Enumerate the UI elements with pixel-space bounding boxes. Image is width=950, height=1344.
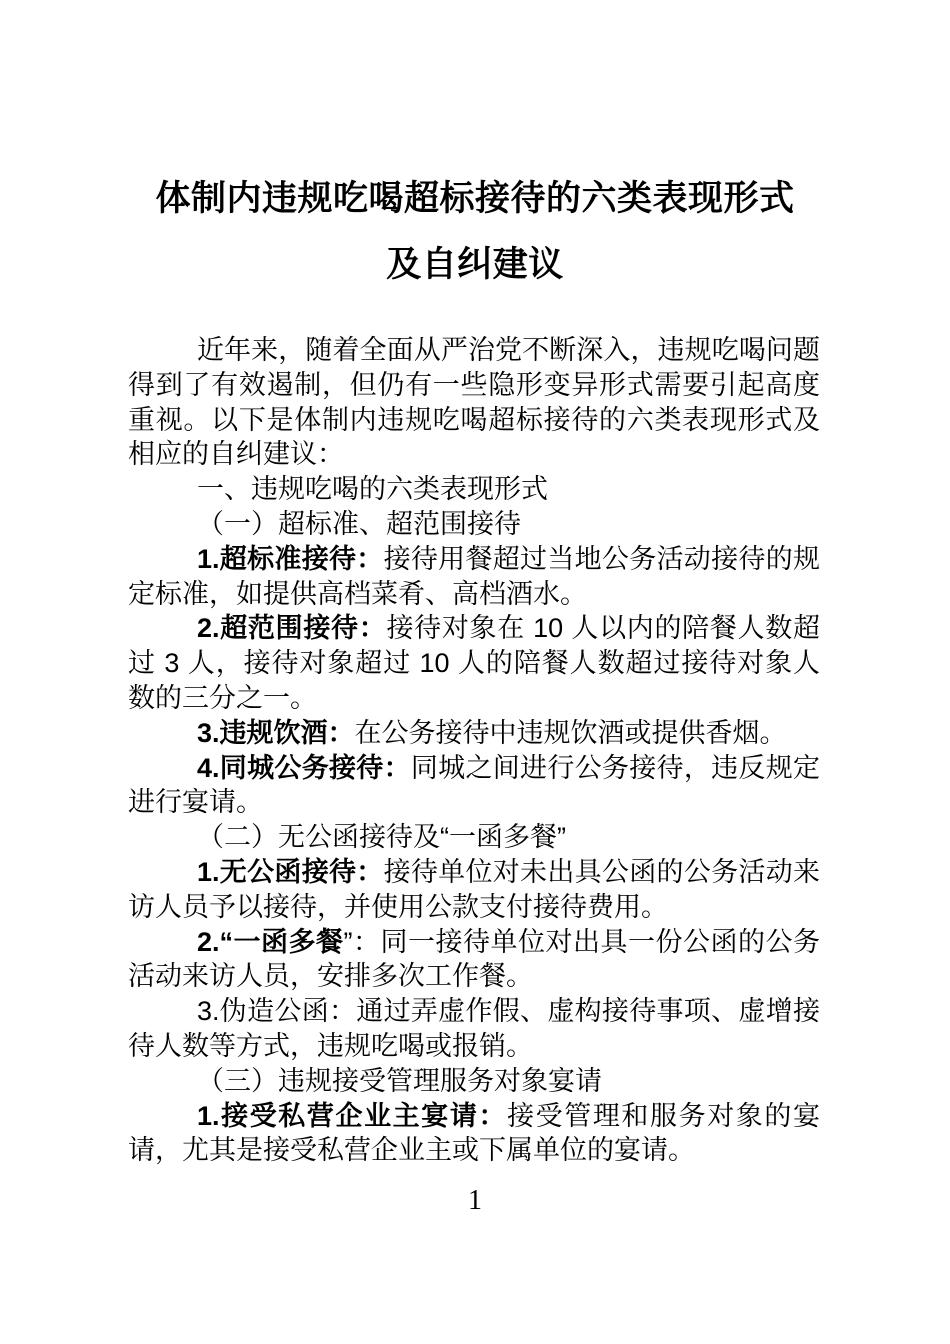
- page-number: 1: [468, 1185, 482, 1216]
- paragraph-item-2: [128, 611, 820, 715]
- title-line-1: 体制内违规吃喝超标接待的六类表现形式: [155, 179, 795, 218]
- paragraph-text: 3.伪造公函：通过弄虚作假、虚构接待事项、虚增接待人数等方式，违规吃喝或报销。: [128, 996, 820, 1061]
- paragraph-item-8: [128, 1099, 820, 1169]
- paragraph-text: 接待单位对未出具公函的公务活动来访人员予以接待，并使用公款支付接待费用。: [128, 856, 820, 922]
- paragraph-lead: 2.“一函多餐: [197, 926, 344, 957]
- paragraph-text: 接待对象在 10 人以内的陪餐人数超过 3 人，接待对象超过 10 人的陪餐人数超过接待对象人数的三分之一。: [128, 613, 820, 713]
- paragraph-subsection-1-heading: [128, 507, 820, 542]
- paragraph-lead: 1.无公函接待：: [197, 856, 384, 887]
- paragraph-subsection-2-heading: [128, 820, 820, 855]
- title-line-2: 及自纠建议: [386, 245, 564, 284]
- paragraph-text: 接待用餐超过当地公务活动接待的规定标准，如提供高档菜肴、高档酒水。: [128, 543, 820, 609]
- paragraph-text: 在公务接待中违规饮酒或提供香烟。: [354, 717, 787, 748]
- paragraph-text: ”：同一接待单位对出具一份公函的公务活动来访人员，安排多次工作餐。: [128, 926, 820, 992]
- document-body: [128, 333, 820, 1168]
- document-title: [0, 0, 950, 298]
- paragraph-lead: 2.超范围接待：: [197, 613, 387, 644]
- paragraph-text: （二）无公函接待及“一函多餐”: [197, 822, 566, 853]
- paragraph-section-1-heading: [128, 472, 820, 507]
- paragraph-item-1: [128, 542, 820, 612]
- paragraph-text: （三）违规接受管理服务对象宴请: [197, 1065, 602, 1096]
- paragraph-text: 一、违规吃喝的六类表现形式: [197, 474, 548, 505]
- paragraph-text: （一）超标准、超范围接待: [197, 508, 521, 539]
- paragraph-lead: 1.接受私营企业主宴请：: [197, 1100, 508, 1131]
- paragraph-lead: 3.违规饮酒：: [197, 717, 355, 748]
- paragraph-lead: 1.超标准接待：: [197, 543, 384, 574]
- paragraph-item-4: [128, 751, 820, 821]
- paragraph-item-7: [128, 994, 820, 1064]
- paragraph-text: 接受管理和服务对象的宴请，尤其是接受私营企业主或下属单位的宴请。: [128, 1100, 820, 1166]
- paragraph-text: 近年来，随着全面从严治党不断深入，违规吃喝问题得到了有效遏制，但仍有一些隐形变异形式需要引起高度重视。以下是体制内违规吃喝超标接待的六类表现形式及相应的自纠建议：: [128, 335, 820, 470]
- paragraph-subsection-3-heading: [128, 1064, 820, 1099]
- paragraph-item-3: [128, 716, 820, 751]
- paragraph-item-6: [128, 925, 820, 995]
- paragraph-item-5: [128, 855, 820, 925]
- paragraph-lead: 4.同城公务接待：: [197, 752, 411, 783]
- paragraph-intro: [128, 333, 820, 472]
- paragraph-text: 同城之间进行公务接待，违反规定进行宴请。: [128, 752, 820, 818]
